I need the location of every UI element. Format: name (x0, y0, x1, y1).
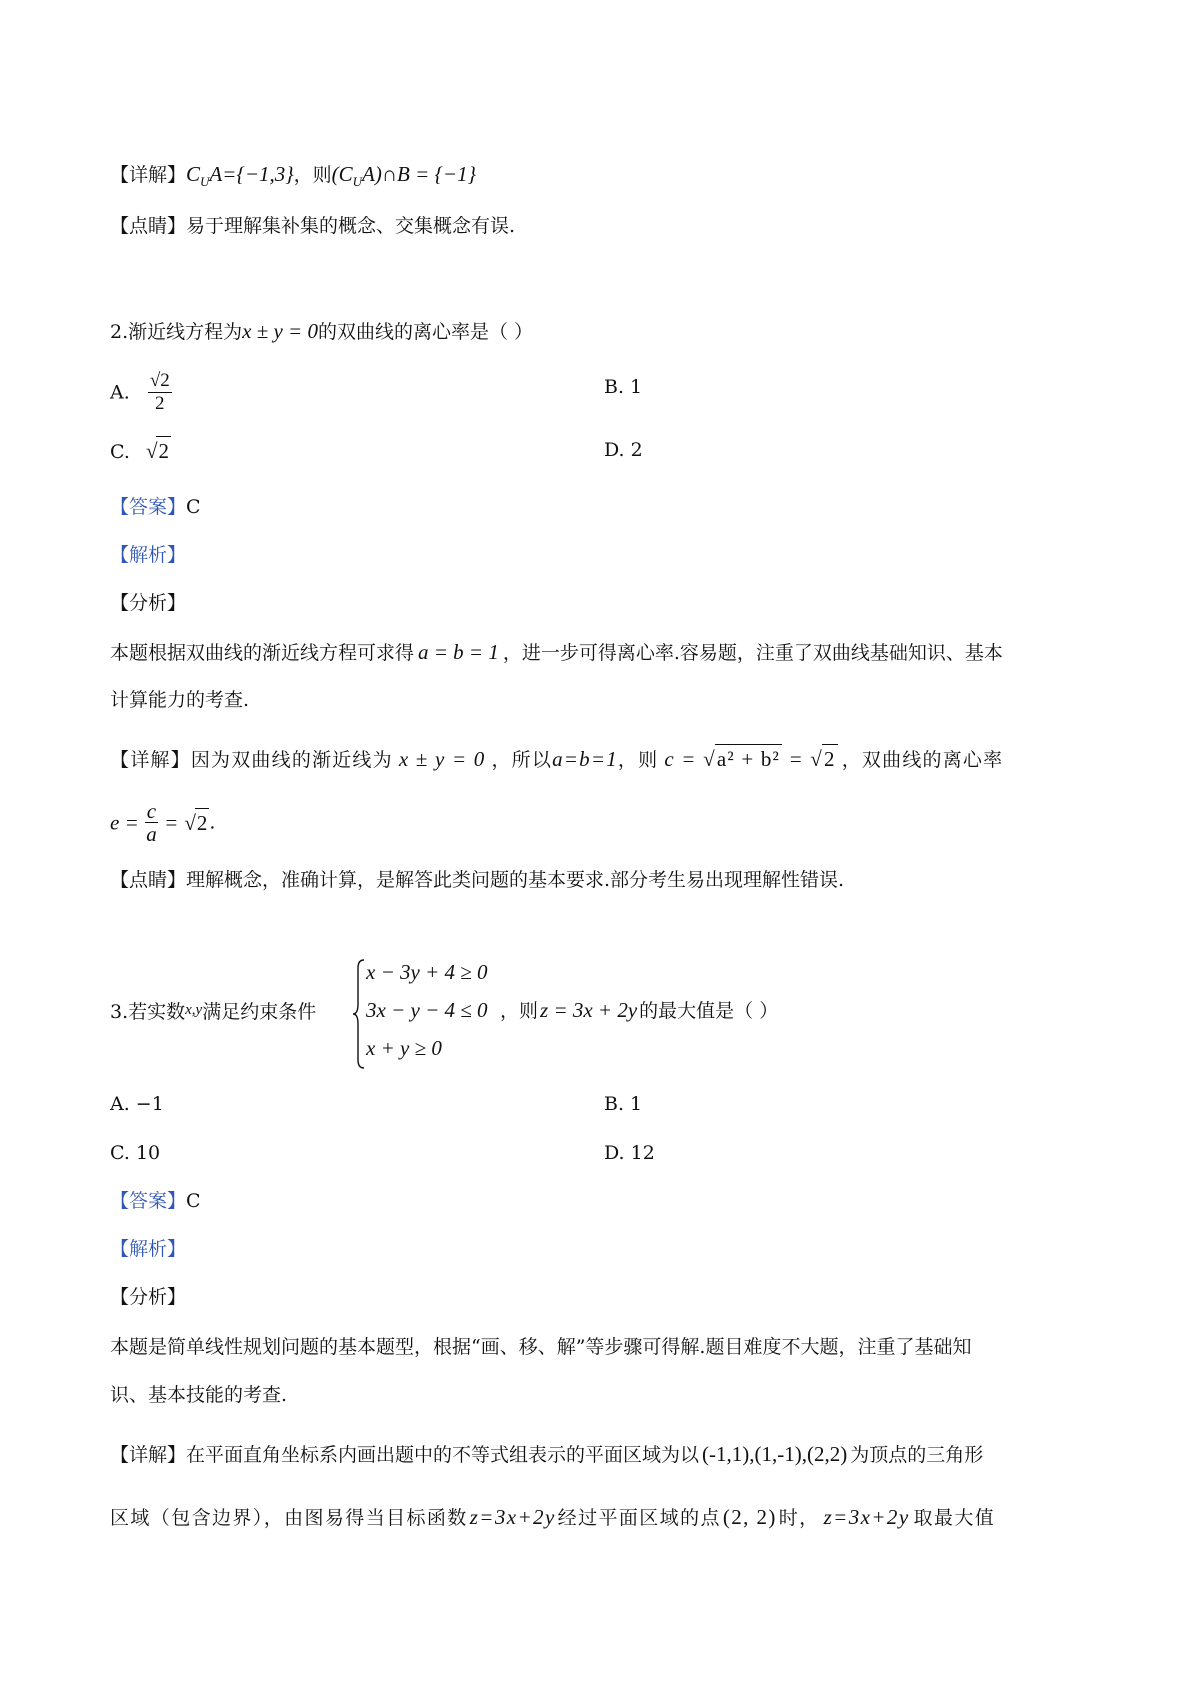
q3-fenxi-line-2: 识、基本技能的考查. (110, 1384, 288, 1406)
math-expression: a=b=1 (552, 747, 618, 771)
answer-tag: 【答案】 (110, 496, 187, 518)
q3-option-c: C. 10 (110, 1142, 161, 1164)
constraint-2: 3x − y − 4 ≤ 0 (366, 998, 488, 1022)
q3-fenxi-tag: 【分析】 (110, 1286, 187, 1308)
q3-option-a: A. −1 (110, 1093, 164, 1115)
sqrt-expression: √2 (146, 436, 171, 465)
q2-comment (110, 866, 844, 894)
question-2-stem: 2.渐近线方程为x ± y = 0的双曲线的离心率是（ ） (110, 319, 534, 343)
q3-option-d: D. 12 (604, 1142, 655, 1164)
math-expression: a = b = 1 (418, 640, 499, 664)
q3-detail-line-2: 区域（包含边界），由图易得当目标函数z=3x+2y 经过平面区域的点(2, 2) 时， z=3x+2y 取最大值 (110, 1505, 996, 1529)
q2-fenxi-line-1: 本题根据双曲线的渐近线方程可求得 a = b = 1 ，进一步可得离心率.容易题，注重了双曲线基础知识、基本 (110, 640, 1003, 664)
fraction: $\frac{√2}{2}$ (149, 370, 170, 414)
q2-answer (110, 493, 201, 521)
q3-option-b: B. 1 (604, 1093, 643, 1115)
q2-option-d: D. 2 (604, 439, 643, 461)
detail-line-q1: 【详解】$C_UA=\{-1,3\}$，则$(C_UA)\cap B = \{-1\}$ (110, 162, 476, 189)
q3-detail-line-1: 【详解】在平面直角坐标系内画出题中的不等式组表示的平面区域为以 (-1,1),(1,-1),(2,2) 为顶点的三角形 (110, 1442, 984, 1466)
math-expression: C (186, 162, 201, 186)
math-expression: z=3x+2y (469, 1505, 556, 1529)
detail-tag: 【详解】 (110, 164, 187, 186)
comment-line-q1 (110, 212, 515, 240)
q2-option-a: A. $\frac{√2}{2}$ (110, 370, 170, 414)
q2-fenxi-tag: 【分析】 (110, 592, 187, 614)
q2-detail-line-1: 【详解】因为双曲线的渐近线为 x ± y = 0 ，所以a=b=1，则 c = √a² + b² = √2 ，双曲线的离心率 (110, 744, 1003, 774)
comment-text: 理解概念，准确计算，是解答此类问题的基本要求.部分考生易出现理解性错误. (186, 869, 845, 891)
q2-fenxi-line-2: 计算能力的考查. (110, 689, 250, 711)
detail-tag: 【详解】 (110, 749, 191, 771)
answer-value: C (186, 496, 201, 518)
answer-tag: 【答案】 (110, 1190, 187, 1212)
math-expression: x ± y = 0 (242, 319, 318, 343)
comment-text: 易于理解集补集的概念、交集概念有误. (186, 215, 516, 237)
question-3-stem: 3.若实数$^{x,y}$满足约束条件 (110, 1001, 317, 1023)
math-expression: z=3x+2y (823, 1505, 910, 1529)
math-expression: z = 3x + 2y (540, 998, 638, 1022)
comment-tag: 【点睛】 (110, 215, 187, 237)
q2-option-c: C. √2 (110, 436, 171, 466)
question-3-stem-tail: ，则z = 3x + 2y 的最大值是（ ） (500, 998, 779, 1022)
q2-analysis-tag: 【解析】 (110, 544, 187, 566)
q3-answer (110, 1187, 201, 1215)
math-expression: (C (331, 162, 353, 186)
math-expression: c = √a² + b² = √2 (664, 747, 837, 771)
brace-icon (352, 958, 366, 1070)
q3-analysis-tag: 【解析】 (110, 1238, 187, 1260)
constraint-3: x + y ≥ 0 (366, 1036, 442, 1060)
math-expression: x ± y = 0 (398, 747, 486, 771)
q2-option-b: B. 1 (604, 376, 643, 398)
q3-fenxi-line-1: 本题是简单线性规划问题的基本题型，根据“画、移、解”等步骤可得解.题目难度不大题，注重了基础知 (110, 1336, 972, 1358)
comment-tag: 【点睛】 (110, 869, 187, 891)
sqrt-expression: √2 (184, 808, 209, 837)
constraint-1: x − 3y + 4 ≥ 0 (366, 960, 488, 984)
q2-detail-line-2: e = $\frac{c}{a}$ = √2 . (110, 799, 216, 846)
fraction: $\frac{c}{a}$ (146, 799, 157, 846)
answer-value: C (186, 1190, 201, 1212)
detail-tag: 【详解】 (110, 1444, 187, 1466)
